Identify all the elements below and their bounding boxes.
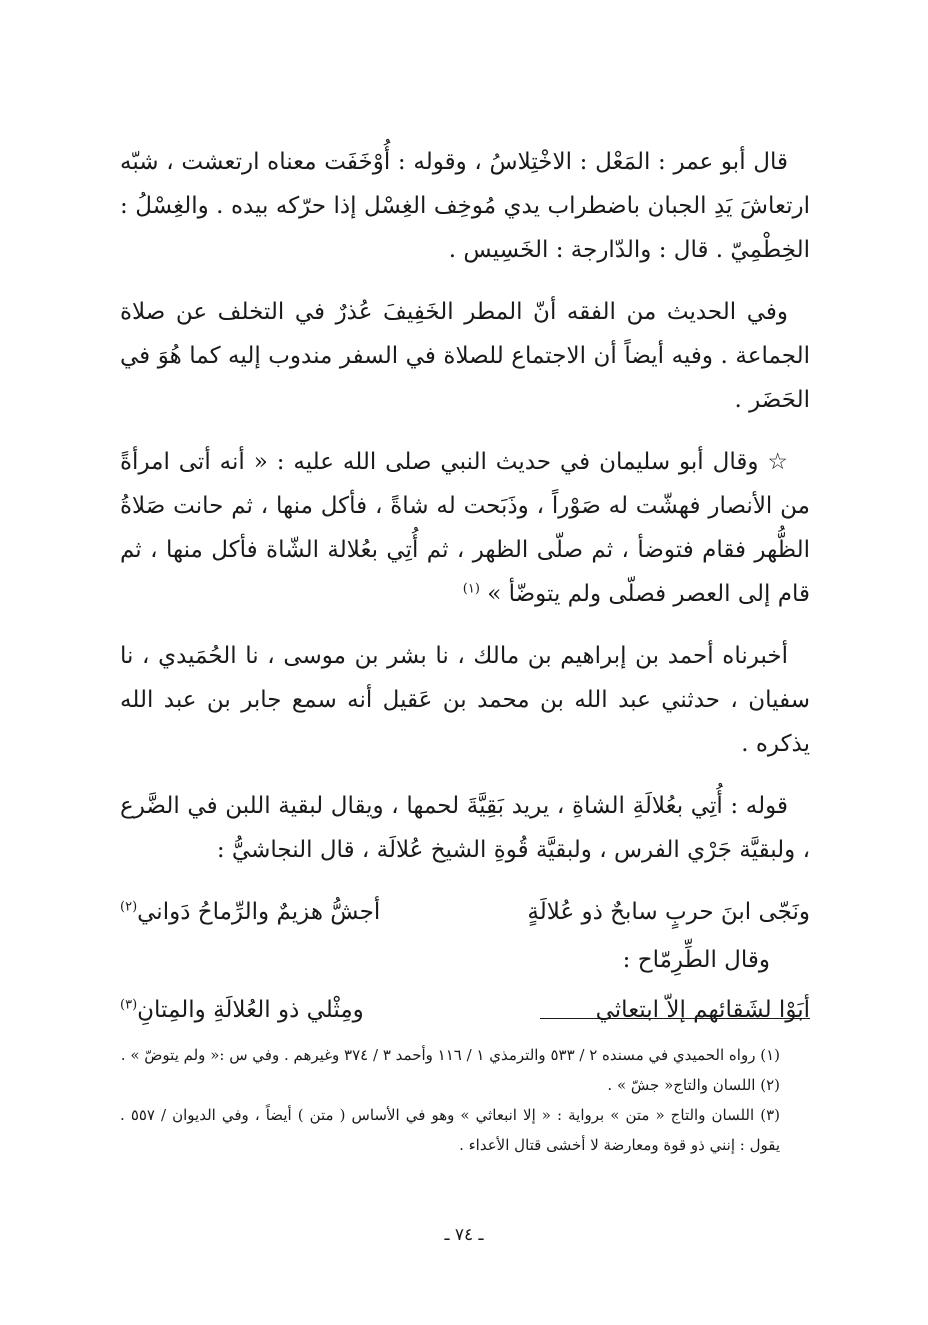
paragraph-1: قال أبو عمر : المَعْل : الاخْتِلاسُ ، وقوله : أُوْخَفَت معناه ارتعشت ، شبّه ارتعاشَ يَدِ الجبان باضطراب يدي مُوخِف الغِسْل إذا حرّكه بيده . والغِسْلُ : الخِطْمِيّ . قال : والدّارجة : الخَسِيس .	[120, 149, 810, 263]
verse-intro: وقال الطِّرِمّاح :	[622, 947, 770, 973]
footnote-3: (٣) اللسان والتاج « متن » برواية : « إلا انبعاثي » وهو في الأساس ( متن ) أيضاً ، وفي الديوان / ٥٥٧ . يقول : إنني ذو قوة ومعارضة لا أخشى قتال الأعداء .	[120, 1106, 780, 1154]
footnote-separator	[540, 1018, 810, 1019]
verse-2-second-text: ومِثْلي ذو العُلالَةِ والمِتانِ	[137, 997, 364, 1023]
footnote-ref-1[interactable]: (١)	[462, 581, 480, 597]
verse-2-first-hemistich: أبَوْا لشَقائهم إلاّ ابتعاثي	[595, 997, 810, 1023]
paragraph-4: أخبرناه أحمد بن إبراهيم بن مالك ، نا بشر بن موسى ، نا الحُمَيدي ، نا سفيان ، حدثني عبد الله بن محمد بن عَقيل أنه سمع جابر بن عبد الله يذكره .	[120, 643, 810, 757]
paragraph-3	[120, 440, 810, 616]
main-text	[120, 140, 810, 1036]
footnote-ref-3[interactable]: (٣)	[120, 997, 138, 1013]
paragraph-3-text: ☆ وقال أبو سليمان في حديث النبي صلى الله عليه : « أنه أتى امرأةً من الأنصار فهشّت له صَوْراً ، وذَبَحت له شاةً ، فأكل منها ، ثم حانت صَلاةُ الظُّهر فقام فتوضأ ، ثم صلّى الظهر ، ثم أُتِي بعُلالة الشّاة فأكل منها ، ثم قام إلى العصر فصلّى ولم يتوضّأ »	[120, 449, 810, 607]
paragraph-5: قوله : أُتِي بعُلالَةِ الشاةِ ، يريد بَقِيَّةَ لحمها ، ويقال لبقية اللبن في الضَّرع ، ولبقيَّة جَرْي الفرس ، ولبقيَّة قُوةِ الشيخ عُلالَة ، قال النجاشيُّ :	[120, 793, 810, 863]
footnote-ref-2[interactable]: (٢)	[120, 899, 138, 915]
paragraph-2: وفي الحديث من الفقه أنّ المطر الخَفِيفَ عُذرٌ في التخلف عن صلاة الجماعة . وفيه أيضاً أن الاجتماع للصلاة في السفر مندوب إليه كما هُوَ في الحَضَر .	[120, 299, 810, 413]
verse-1-second-text: أجشُّ هزيمٌ والرِّماحُ دَواني	[137, 899, 381, 925]
footnote-1: (١) رواه الحميدي في مسنده ٢ / ٥٣٣ والترمذي ١ / ١١٦ وأحمد ٣ / ٣٧٤ وغيرهم . وفي س :« ولم يتوضّ » .	[120, 1046, 780, 1064]
verse-1	[120, 890, 810, 934]
footnote-2: (٢) اللسان والتاج« جشّ » .	[607, 1076, 780, 1094]
page-number: ـ ٧٤ ـ	[444, 1225, 484, 1245]
verse-1-second-hemistich	[120, 890, 380, 934]
verse-1-first-hemistich: ونَجّى ابنَ حربٍ سابحٌ ذو عُلالَةٍ	[527, 899, 810, 925]
verse-2	[120, 988, 810, 1032]
footnotes	[120, 1040, 810, 1160]
verse-2-second-hemistich	[120, 988, 364, 1032]
